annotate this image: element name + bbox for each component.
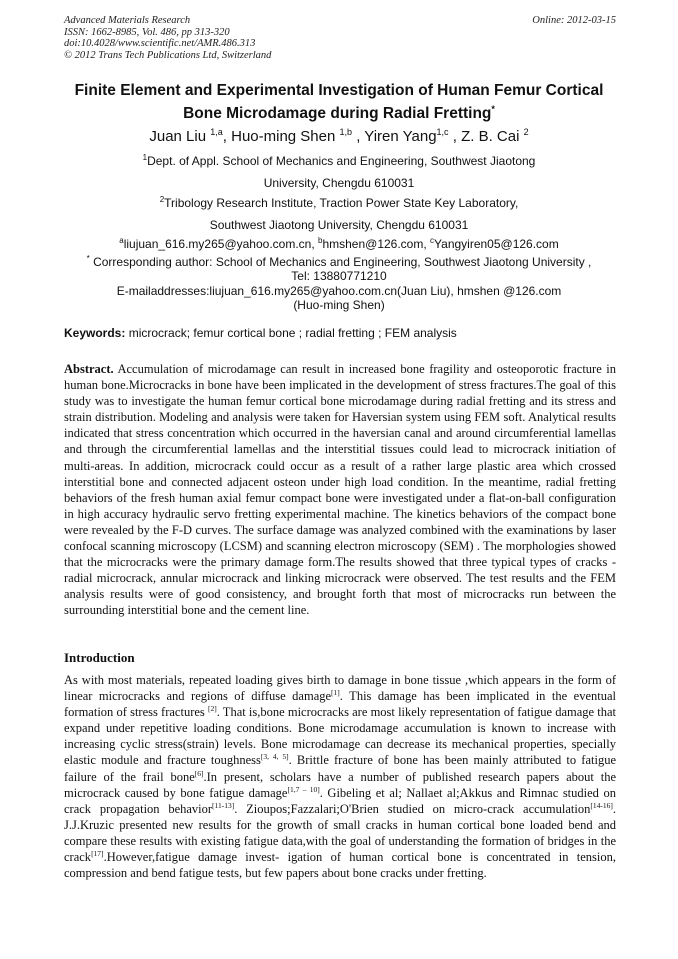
introduction-paragraph: As with most materials, repeated loading gives birth to damage in bone tissue ,which appears in the form of linear microcracks and regions of diffuse damage[1]. This damage has been implicated in the eventual formation of stress fractures [2]. That is,bone microcracks are most likely representation of fatigue damage that expand under repetitive loading conditions. Bone microdamage accumulation is known to increase with increasing cyclic stress(strain) levels. Bone microdamage can decrease its mechanical properties, specially elastic module and fracture toughness[3, 4, 5]. Brittle fracture of bone has been mainly attributed to fatigue failure of the frail bone[6].In present, scholars have a number of published research papers about the microcrack caused by bone fatigue damage[1,7 – 10]. Gibeling et al; Nallaet al;Akkus and Rimnac studied on crack propagation behavior[11-13]. Zioupos;Fazzalari;O'Brien studied on micro-crack accumulation[14-16]. J.J.Kruzic presented new results for the growth of small cracks in human cortical bone loaded bend and compare these results with existing fatigue data,with the goal of understanding the formation of bridges in the crack[17].However,fatigue damage invest- igation of human cortical bone is concentrated in tension, compression and bend fatigue tests, but few papers about bone cracks under fretting. bbox=[64, 673, 617, 881]
abstract bbox=[64, 361, 616, 619]
affiliation-1: $^1$Dept. of Appl. School of Mechanics and Engineering, Southwest Jiaotong University, Chengdu 610031 bbox=[142, 153, 536, 190]
abstract-text: Accumulation of microdamage can result in increased bone fragility and osteoporotic fracture in human bone.Microcracks in bone have been implicated in the development of stress fractures.The goal of this study was to investigate the human femur cortical bone microdamage during radial fretting and its stress and strain distribution. Modeling and analysis were taken for Haversian system using FEM soft. Analytical results indicated that stress concentration which occurred in the haversian canal and around circumferential lamellas and through the circumferential lamellas and the interstitial tissues could lead to microcrack initiation of multi-areas. In addition, microcrack could occur as a result of a rather large plastic area which crossed interstitial bone and connected adjacent osteon under high load condition. In the meantime, radial fretting behaviors of the fresh human axial femur compact bone were investigated under a flat-on-ball configuration in high accuracy hydraulic servo fretting experimental machine. The kinetics behaviors of the compact bone were revealed by the F-D curves. The surface damage was analyzed combined with the examinations by laser confocal scanning microscopy (LCSM) and scanning electron microscopy (SEM) . The morphologies showed that the microcracks were the primary damage form.The results showed that three typical types of cracks -radial microcrack, annular microcrack and linking microcrack were observed. The test results and the FEM analysis results were of good consistency, and brought forth that most of microcracks run between the surrounding interstitial bone and the cement line. bbox=[64, 362, 616, 618]
journal-header bbox=[64, 15, 616, 61]
author-sup: 1,b bbox=[339, 127, 353, 137]
contact-block bbox=[40, 234, 638, 313]
abstract-label: Abstract. bbox=[64, 362, 114, 376]
copyright-line: © 2012 Trans Tech Publications Ltd, Switzerland bbox=[64, 49, 272, 61]
author-sup: 1,c bbox=[436, 127, 449, 137]
keywords bbox=[64, 326, 616, 341]
issn-line: ISSN: 1662-8985, Vol. 486, pp 313-320 bbox=[64, 26, 230, 38]
paper-title bbox=[40, 81, 638, 123]
citation: [3, 4, 5] bbox=[260, 752, 289, 762]
telephone: Tel: 13880771210 bbox=[291, 269, 387, 283]
citation: [11-13] bbox=[212, 800, 235, 810]
title-line-2: Bone Microdamage during Radial Fretting* bbox=[183, 104, 495, 123]
author-name: Huo-ming Shen bbox=[231, 128, 336, 145]
email-addresses: E-mailaddresses:liujuan_616.my265@yahoo.com.cn(Juan Liu), hmshen @126.com bbox=[116, 283, 562, 298]
keywords-text: microcrack; femur cortical bone ; radial fretting ; FEM analysis bbox=[125, 326, 457, 340]
online-date: Online: 2012-03-15 bbox=[532, 15, 616, 26]
title-line-1: Finite Element and Experimental Investigation of Human Femur Cortical bbox=[74, 82, 604, 99]
citation: [17] bbox=[91, 848, 104, 858]
author-sup: 2 bbox=[523, 127, 529, 137]
title-footnote-mark: * bbox=[491, 104, 495, 114]
email-list: $^a$liujuan_616.my265@yahoo.com.cn, $^b$hmshen@126.com, $^c$Yangyiren05@126.com bbox=[119, 236, 559, 251]
author-name: Yiren Yang bbox=[364, 128, 437, 145]
keywords-label: Keywords: bbox=[64, 326, 126, 340]
citation: [14-16] bbox=[590, 800, 613, 810]
author-name: Z. B. Cai bbox=[461, 128, 520, 145]
citation: [1,7 – 10] bbox=[287, 784, 320, 794]
citation: [1] bbox=[331, 687, 340, 697]
author-sup: 1,a bbox=[210, 127, 223, 137]
corresponding-author: * Corresponding author: School of Mechanics and Engineering, Southwest Jiaotong University , bbox=[86, 253, 592, 269]
citation: [6] bbox=[194, 768, 204, 778]
author-name: Juan Liu bbox=[149, 128, 207, 145]
doi-line: doi:10.4028/www.scientific.net/AMR.486.313 bbox=[64, 38, 256, 49]
citation: [2] bbox=[207, 704, 217, 714]
email-addresses-cont: (Huo-ming Shen) bbox=[293, 298, 385, 312]
author-list: Juan Liu $^{1,a}$, Huo-ming Shen $^{1,b}$ , Yiren Yang$^{1,c}$ , Z. B. Cai $^2$ bbox=[149, 127, 529, 145]
introduction-heading: Introduction bbox=[64, 650, 135, 665]
affiliation-2: $^2$Tribology Research Institute, Traction Power State Key Laboratory, Southwest Jiaotong University, Chengdu 610031 bbox=[159, 195, 519, 232]
journal-name: Advanced Materials Research bbox=[64, 15, 191, 26]
